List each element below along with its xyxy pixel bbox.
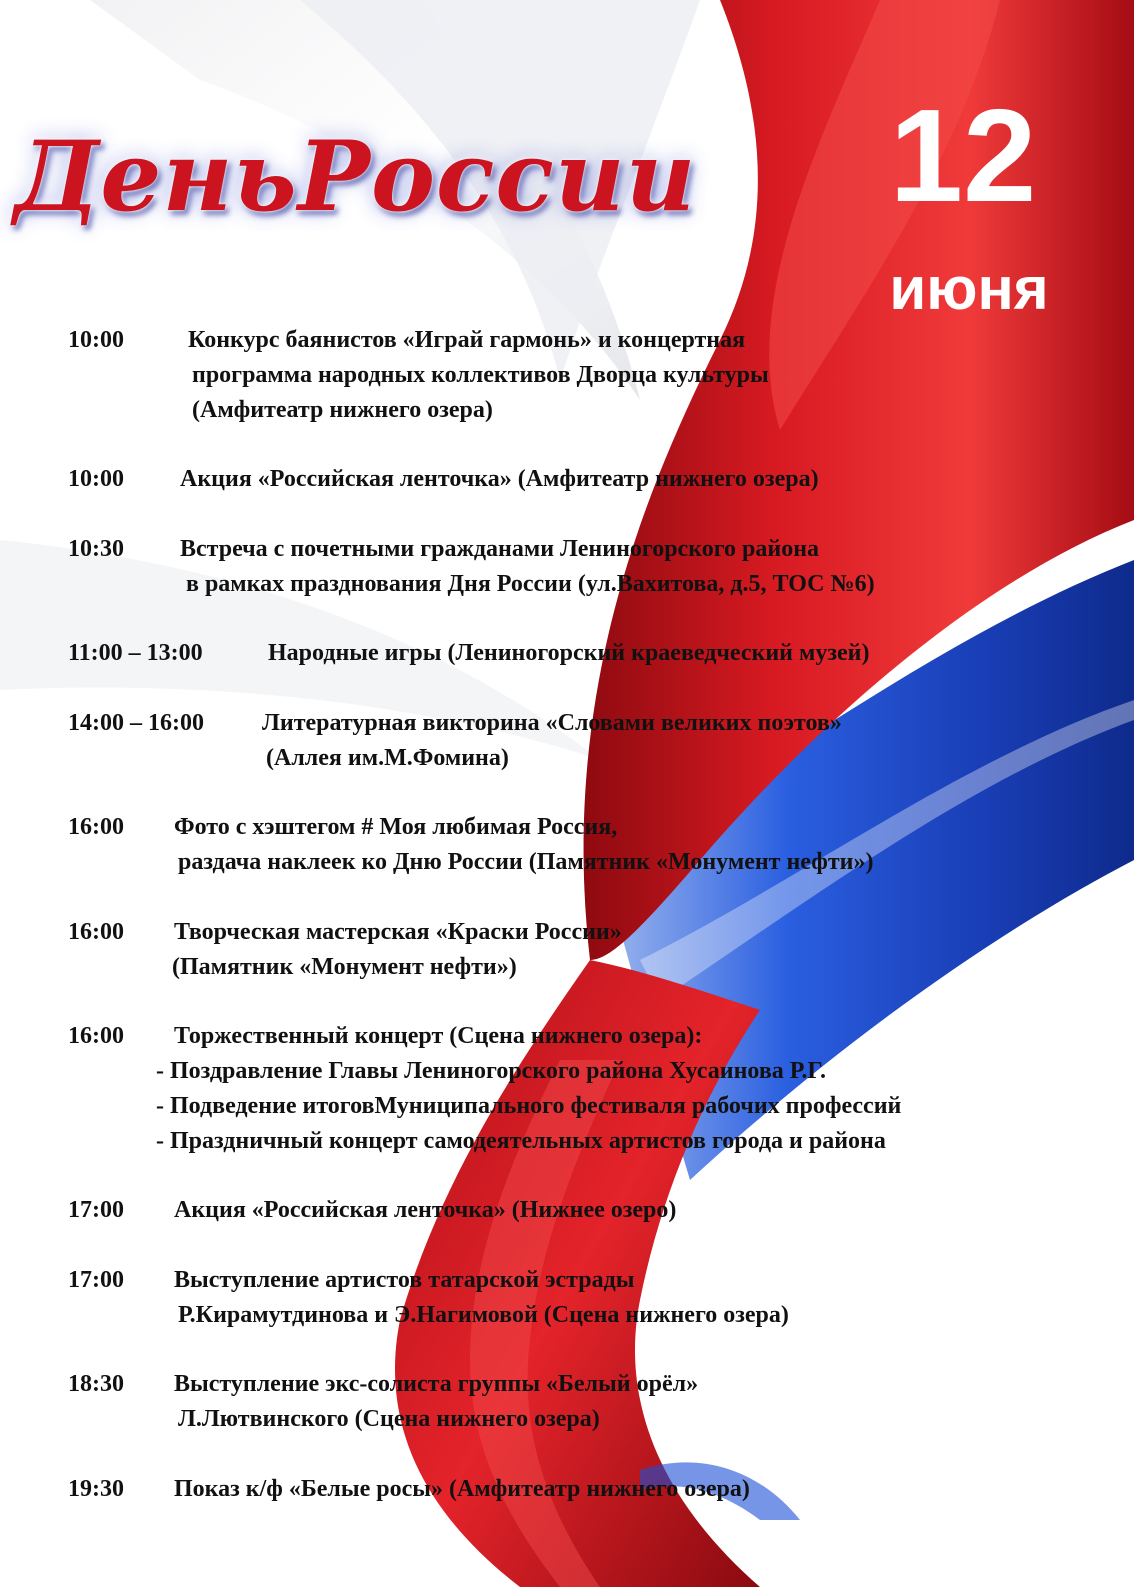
- event-time: 18:30: [68, 1371, 124, 1397]
- event-time: 10:00: [68, 466, 124, 492]
- event-time: 14:00 – 16:00: [68, 710, 204, 736]
- title-russia-day: ДеньРоссии: [14, 120, 697, 233]
- event-text: Выступление артистов татарской эстрады: [174, 1267, 635, 1293]
- event-text: раздача наклеек ко Дню России (Памятник «Монумент нефти»): [178, 849, 874, 875]
- date-day: 12: [889, 82, 1037, 229]
- event-time: 10:30: [68, 536, 124, 562]
- event-text: Конкурс баянистов «Играй гармонь» и концертная: [188, 327, 746, 353]
- event-time: 10:00: [68, 327, 124, 353]
- event-text: Выступление экс-солиста группы «Белый орёл»: [174, 1371, 699, 1397]
- event-time: 11:00 – 13:00: [68, 640, 203, 666]
- date-month: июня: [889, 255, 1049, 322]
- event-text: Встреча с почетными гражданами Лениногорского района: [180, 536, 820, 562]
- event-time: 17:00: [68, 1197, 124, 1223]
- event-text: Литературная викторина «Словами великих поэтов»: [262, 710, 842, 736]
- event-text: - Поздравление Главы Лениногорского района Хусаинова Р.Г.: [156, 1058, 826, 1084]
- event-time: 17:00: [68, 1267, 124, 1293]
- event-time: 19:30: [68, 1476, 124, 1502]
- event-text: программа народных коллективов Дворца культуры: [192, 362, 769, 388]
- event-text: (Памятник «Монумент нефти»): [172, 954, 517, 980]
- event-text: (Амфитеатр нижнего озера): [192, 397, 493, 423]
- event-text: Акция «Российская ленточка» (Амфитеатр нижнего озера): [180, 466, 819, 492]
- event-text: Фото с хэштегом # Моя любимая Россия,: [174, 814, 618, 840]
- event-text: (Аллея им.М.Фомина): [266, 745, 509, 771]
- event-text: Р.Кирамутдинова и Э.Нагимовой (Сцена нижнего озера): [178, 1302, 789, 1328]
- event-text: в рамках празднования Дня России (ул.Вахитова, д.5, ТОС №6): [186, 571, 875, 597]
- event-text: Народные игры (Лениногорский краеведческий музей): [268, 640, 870, 666]
- event-text: Показ к/ф «Белые росы» (Амфитеатр нижнего озера): [174, 1476, 750, 1502]
- event-time: 16:00: [68, 919, 124, 945]
- event-text: Акция «Российская ленточка» (Нижнее озеро): [174, 1197, 677, 1223]
- event-text: Торжественный концерт (Сцена нижнего озера):: [174, 1023, 703, 1049]
- event-text: - Праздничный концерт самодеятельных артистов города и района: [156, 1128, 886, 1154]
- event-text: Творческая мастерская «Краски России»: [174, 919, 622, 945]
- event-text: Л.Лютвинского (Сцена нижнего озера): [178, 1406, 600, 1432]
- event-time: 16:00: [68, 1023, 124, 1049]
- event-time: 16:00: [68, 814, 124, 840]
- event-text: - Подведение итоговМуниципального фестиваля рабочих профессий: [156, 1093, 902, 1119]
